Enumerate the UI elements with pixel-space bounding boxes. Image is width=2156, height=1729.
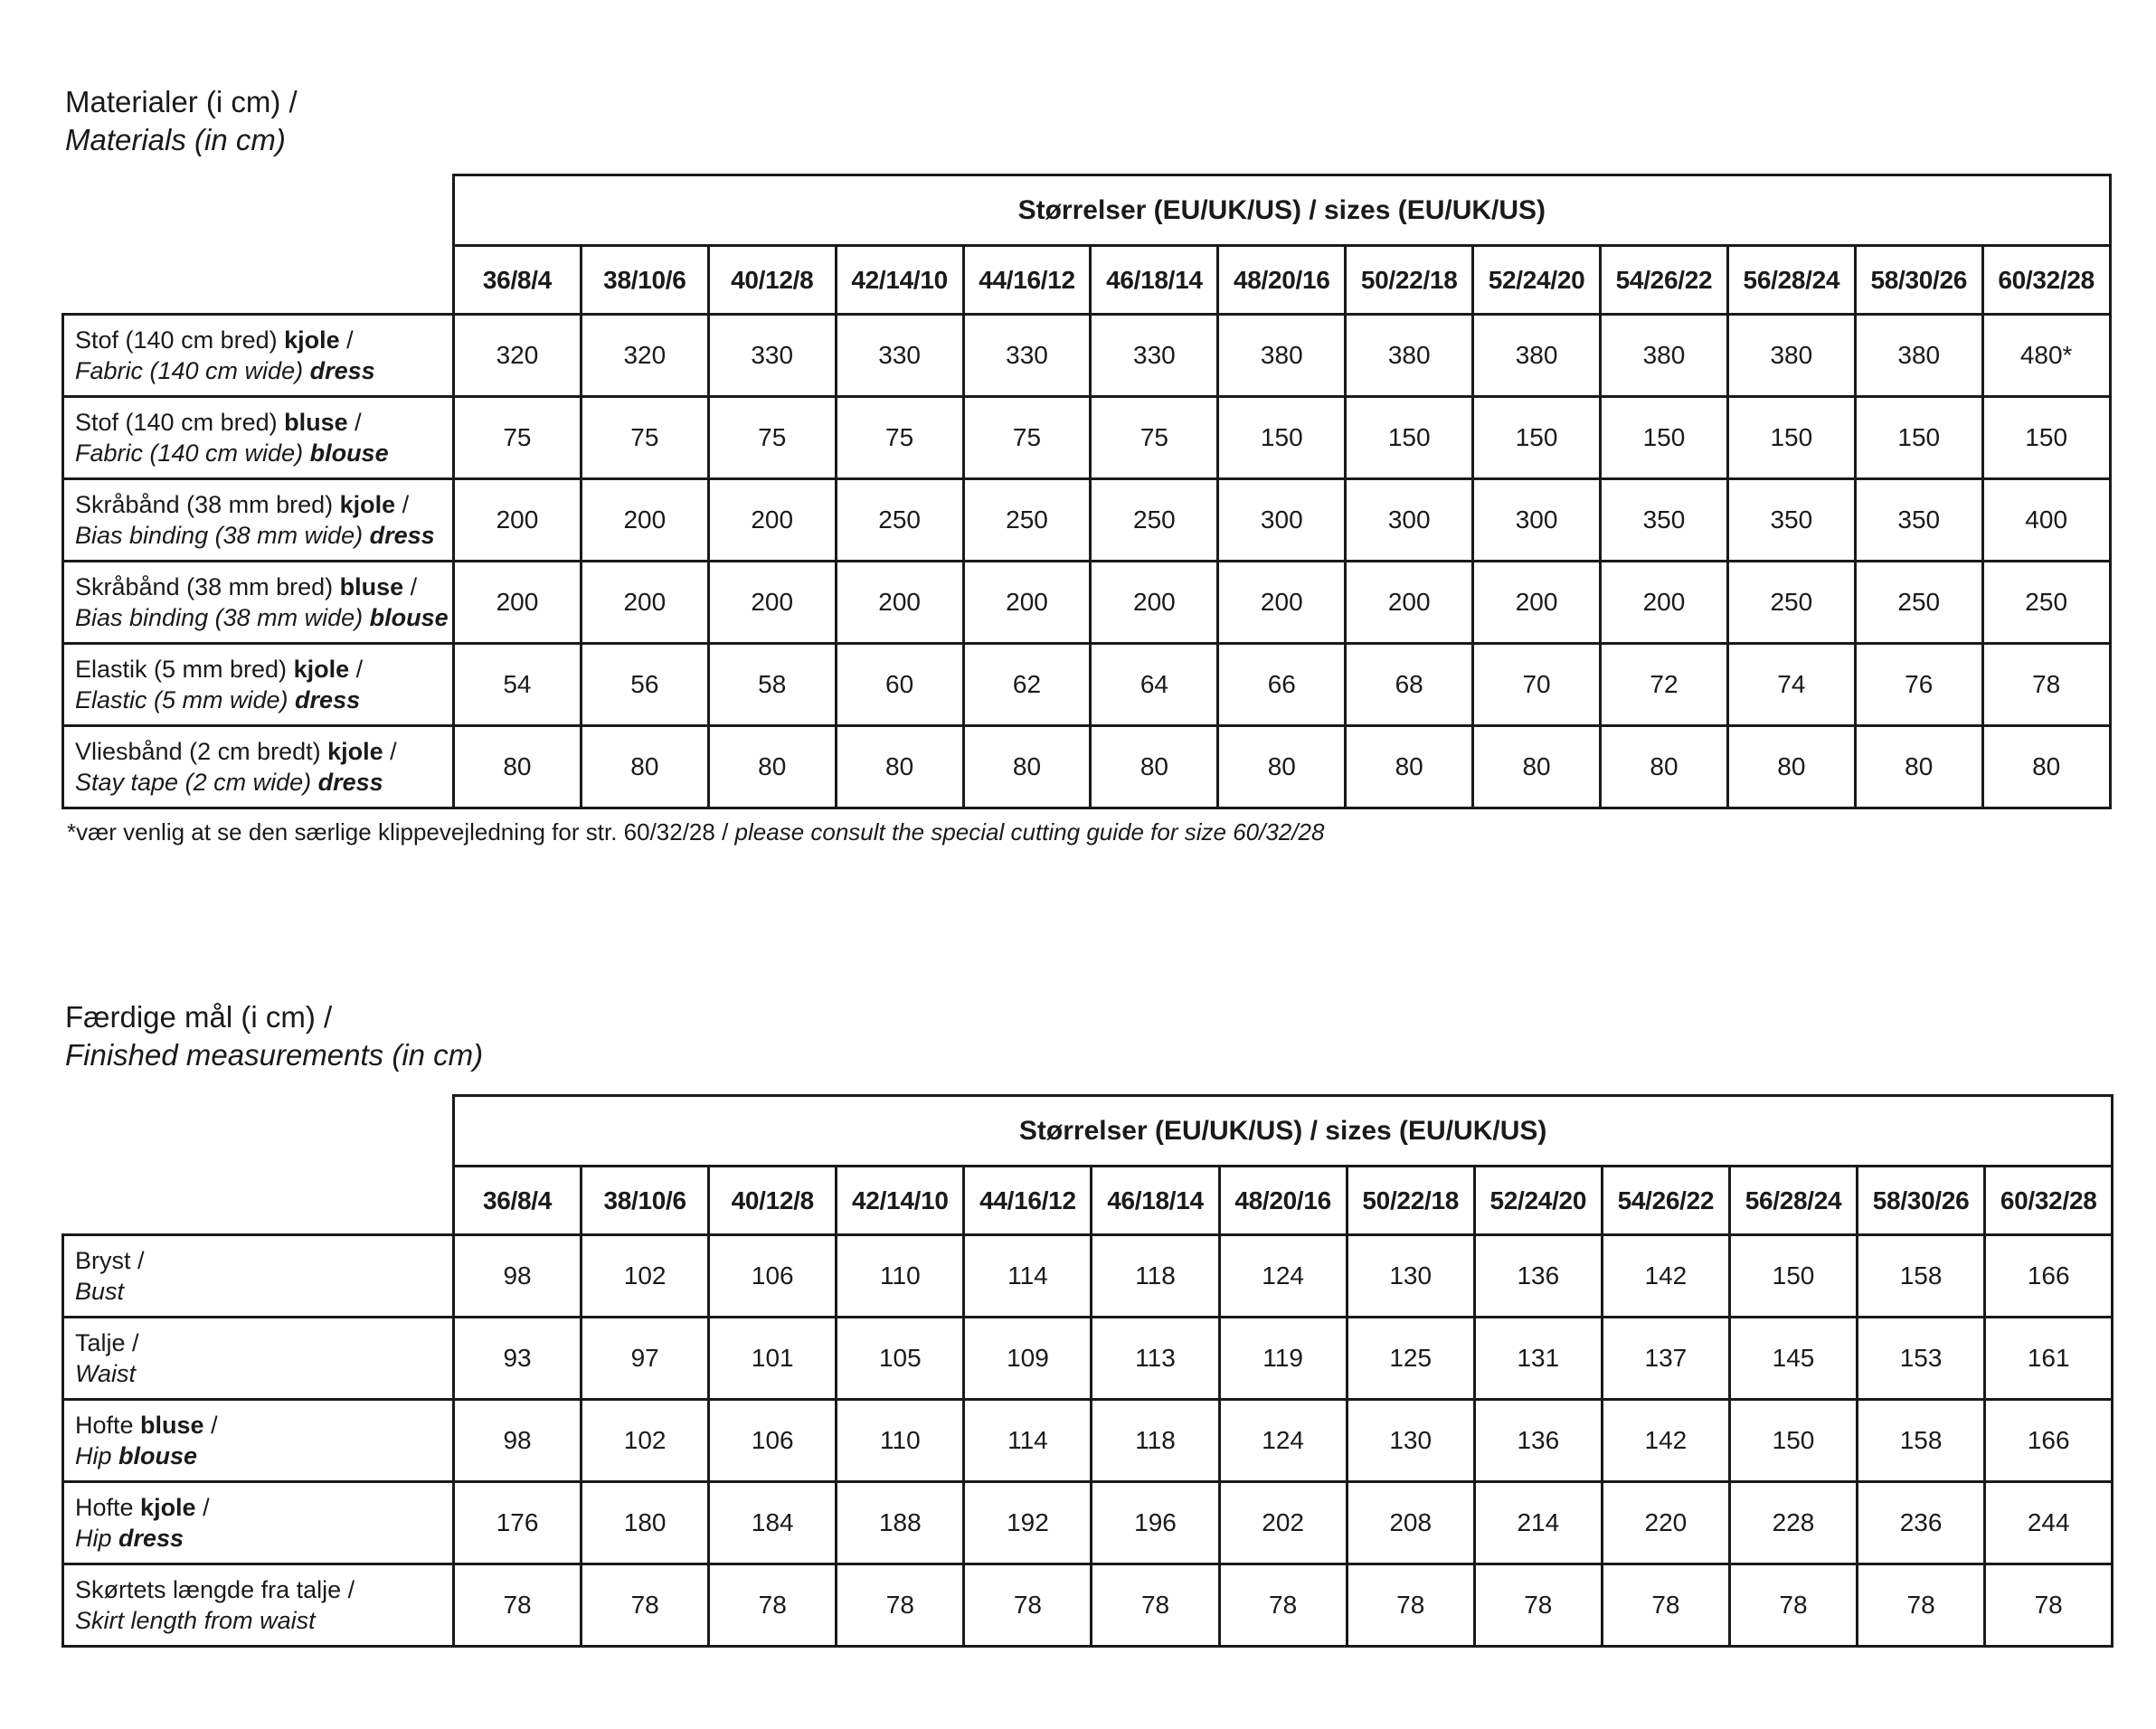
size-column-header: 46/18/14 (1092, 1167, 1219, 1235)
table-cell: 78 (1985, 1564, 2113, 1647)
row-label (63, 315, 454, 397)
table-cell: 150 (1473, 397, 1601, 479)
row-label-da: Stof (140 cm bred) kjole / (75, 326, 354, 354)
table-cell: 200 (836, 562, 963, 644)
table-cell: 80 (1218, 726, 1346, 808)
row-label (63, 1564, 454, 1647)
finished-title (65, 998, 483, 1074)
table-cell: 380 (1855, 315, 1982, 397)
table-cell: 250 (836, 479, 963, 562)
size-column-header: 50/22/18 (1347, 1167, 1474, 1235)
table-cell: 98 (454, 1235, 582, 1318)
table-cell: 78 (1729, 1564, 1857, 1647)
table-cell: 142 (1602, 1400, 1729, 1482)
row-label (63, 1318, 454, 1400)
size-column-header: 52/24/20 (1474, 1167, 1602, 1235)
table-cell: 124 (1219, 1235, 1347, 1318)
row-label (63, 1400, 454, 1482)
size-column-header: 42/14/10 (837, 1167, 964, 1235)
table-cell: 109 (964, 1318, 1092, 1400)
table-cell: 250 (1727, 562, 1855, 644)
materials-footnote (67, 818, 1324, 846)
table-row (63, 479, 2111, 562)
table-cell: 136 (1474, 1235, 1602, 1318)
table-cell: 200 (581, 562, 708, 644)
table-cell: 60 (836, 644, 963, 726)
table-cell: 80 (1727, 726, 1855, 808)
table-cell: 130 (1347, 1400, 1474, 1482)
table-cell: 158 (1858, 1235, 1985, 1318)
table-cell: 106 (709, 1235, 837, 1318)
table-cell: 380 (1727, 315, 1855, 397)
materials-title-da: Materialer (i cm) / (65, 85, 298, 118)
row-label-en: Fabric (140 cm wide) dress (75, 357, 375, 384)
table-cell: 200 (1473, 562, 1601, 644)
size-column-header: 36/8/4 (454, 1167, 582, 1235)
table-row (63, 315, 2111, 397)
table-cell: 200 (1218, 562, 1346, 644)
table-cell: 320 (581, 315, 708, 397)
row-label-en: Hip blouse (75, 1442, 198, 1469)
table-cell: 150 (1218, 397, 1346, 479)
size-column-header: 54/26/22 (1601, 246, 1728, 315)
size-column-header: 60/32/28 (1982, 246, 2110, 315)
table-cell: 78 (709, 1564, 837, 1647)
table-cell: 380 (1218, 315, 1346, 397)
table-cell: 200 (963, 562, 1091, 644)
table-cell: 300 (1346, 479, 1473, 562)
table-cell: 145 (1729, 1318, 1857, 1400)
table-row (63, 397, 2111, 479)
table-cell: 184 (709, 1482, 837, 1564)
table-cell: 250 (1091, 479, 1218, 562)
materials-title (65, 83, 298, 159)
table-row (63, 562, 2111, 644)
table-row (63, 726, 2111, 808)
table-cell: 192 (964, 1482, 1092, 1564)
size-column-header: 58/30/26 (1855, 246, 1982, 315)
table-cell: 330 (963, 315, 1091, 397)
table-cell: 75 (581, 397, 708, 479)
table-cell: 78 (837, 1564, 964, 1647)
table-cell: 200 (708, 479, 836, 562)
table-cell: 124 (1219, 1400, 1347, 1482)
table-cell: 78 (582, 1564, 709, 1647)
table-cell: 80 (963, 726, 1091, 808)
size-column-header: 54/26/22 (1602, 1167, 1729, 1235)
table-cell: 137 (1602, 1318, 1729, 1400)
table-cell: 56 (581, 644, 708, 726)
size-column-header: 48/20/16 (1218, 246, 1346, 315)
table-cell: 78 (1219, 1564, 1347, 1647)
materials-table (61, 174, 2112, 809)
size-column-header: 52/24/20 (1473, 246, 1601, 315)
row-label-en: Elastic (5 mm wide) dress (75, 686, 361, 713)
table-cell: 119 (1219, 1318, 1347, 1400)
table-cell: 78 (1982, 644, 2110, 726)
table-row (63, 1235, 2113, 1318)
table-cell: 150 (1729, 1235, 1857, 1318)
table-cell: 64 (1091, 644, 1218, 726)
size-column-header: 56/28/24 (1729, 1167, 1857, 1235)
table-cell: 80 (836, 726, 963, 808)
table-cell: 244 (1985, 1482, 2113, 1564)
table-cell: 62 (963, 644, 1091, 726)
table-cell: 142 (1602, 1235, 1729, 1318)
table-cell: 78 (964, 1564, 1092, 1647)
table-cell: 200 (1601, 562, 1728, 644)
table-row (63, 1482, 2113, 1564)
table-cell: 236 (1858, 1482, 1985, 1564)
table-cell: 66 (1218, 644, 1346, 726)
table-cell: 97 (582, 1318, 709, 1400)
size-column-header: 38/10/6 (582, 1167, 709, 1235)
table-cell: 380 (1473, 315, 1601, 397)
table-cell: 75 (836, 397, 963, 479)
table-cell: 200 (1346, 562, 1473, 644)
row-label-en: Bias binding (38 mm wide) blouse (75, 604, 449, 631)
blank-corner (63, 175, 454, 246)
table-cell: 110 (837, 1235, 964, 1318)
table-cell: 130 (1347, 1235, 1474, 1318)
table-cell: 196 (1092, 1482, 1219, 1564)
finished-table (61, 1094, 2113, 1648)
row-label (63, 397, 454, 479)
table-cell: 78 (1092, 1564, 1219, 1647)
table-cell: 200 (581, 479, 708, 562)
size-column-header: 40/12/8 (708, 246, 836, 315)
table-cell: 228 (1729, 1482, 1857, 1564)
row-label-en: Bust (75, 1278, 125, 1305)
table-cell: 250 (1855, 562, 1982, 644)
blank-corner (63, 1167, 454, 1235)
table-cell: 78 (1347, 1564, 1474, 1647)
row-label-en: Stay tape (2 cm wide) dress (75, 769, 383, 796)
finished-title-da: Færdige mål (i cm) / (65, 1000, 333, 1034)
table-cell: 200 (454, 562, 582, 644)
table-cell: 78 (454, 1564, 582, 1647)
table-cell: 78 (1858, 1564, 1985, 1647)
table-cell: 80 (1473, 726, 1601, 808)
table-row (63, 644, 2111, 726)
table-cell: 75 (1091, 397, 1218, 479)
table-cell: 380 (1346, 315, 1473, 397)
size-column-header: 50/22/18 (1346, 246, 1473, 315)
row-label (63, 479, 454, 562)
row-label (63, 562, 454, 644)
table-cell: 105 (837, 1318, 964, 1400)
table-cell: 214 (1474, 1482, 1602, 1564)
table-cell: 118 (1092, 1400, 1219, 1482)
table-cell: 114 (964, 1235, 1092, 1318)
table-cell: 80 (1346, 726, 1473, 808)
table-cell: 80 (581, 726, 708, 808)
size-column-header: 58/30/26 (1858, 1167, 1985, 1235)
row-label-da: Vliesbånd (2 cm bredt) kjole / (75, 738, 397, 765)
table-cell: 136 (1474, 1400, 1602, 1482)
size-column-header: 44/16/12 (963, 246, 1091, 315)
table-cell: 330 (836, 315, 963, 397)
table-cell: 200 (708, 562, 836, 644)
table-cell: 93 (454, 1318, 582, 1400)
size-column-header: 44/16/12 (964, 1167, 1092, 1235)
table-cell: 202 (1219, 1482, 1347, 1564)
table-cell: 176 (454, 1482, 582, 1564)
materials-title-en: Materials (in cm) (65, 123, 286, 156)
table-cell: 220 (1602, 1482, 1729, 1564)
row-label-en: Skirt length from waist (75, 1607, 316, 1634)
row-label-da: Hofte kjole / (75, 1494, 210, 1521)
table-cell: 74 (1727, 644, 1855, 726)
row-label-en: Fabric (140 cm wide) blouse (75, 439, 389, 467)
table-cell: 480* (1982, 315, 2110, 397)
table-cell: 113 (1092, 1318, 1219, 1400)
finished-title-en: Finished measurements (in cm) (65, 1038, 484, 1072)
row-label (63, 1482, 454, 1564)
row-label-da: Skråbånd (38 mm bred) bluse / (75, 573, 418, 600)
row-label (63, 1235, 454, 1318)
table-row (63, 1564, 2113, 1647)
size-column-header: 36/8/4 (454, 246, 582, 315)
size-column-header: 48/20/16 (1219, 1167, 1347, 1235)
table-cell: 250 (1982, 562, 2110, 644)
table-cell: 300 (1473, 479, 1601, 562)
blank-corner (63, 246, 454, 315)
table-cell: 76 (1855, 644, 1982, 726)
table-cell: 68 (1346, 644, 1473, 726)
size-column-header: 38/10/6 (581, 246, 708, 315)
table-cell: 70 (1473, 644, 1601, 726)
row-label-da: Skråbånd (38 mm bred) kjole / (75, 491, 410, 518)
table-cell: 75 (708, 397, 836, 479)
table-cell: 110 (837, 1400, 964, 1482)
sizes-header: Størrelser (EU/UK/US) / sizes (EU/UK/US) (454, 175, 2111, 246)
table-row (63, 1400, 2113, 1482)
size-column-header: 56/28/24 (1727, 246, 1855, 315)
table-cell: 153 (1858, 1318, 1985, 1400)
row-label (63, 726, 454, 808)
table-cell: 98 (454, 1400, 582, 1482)
table-cell: 78 (1474, 1564, 1602, 1647)
table-cell: 350 (1855, 479, 1982, 562)
table-cell: 200 (1091, 562, 1218, 644)
table-cell: 150 (1346, 397, 1473, 479)
sizes-header: Størrelser (EU/UK/US) / sizes (EU/UK/US) (454, 1096, 2113, 1167)
table-cell: 78 (1602, 1564, 1729, 1647)
row-label-da: Skørtets længde fra talje / (75, 1576, 355, 1603)
table-cell: 80 (454, 726, 582, 808)
row-label-da: Bryst / (75, 1247, 145, 1274)
table-cell: 75 (454, 397, 582, 479)
table-cell: 208 (1347, 1482, 1474, 1564)
table-cell: 300 (1218, 479, 1346, 562)
table-cell: 80 (1091, 726, 1218, 808)
table-cell: 180 (582, 1482, 709, 1564)
table-cell: 80 (1855, 726, 1982, 808)
row-label-da: Hofte bluse / (75, 1412, 218, 1439)
size-column-header: 60/32/28 (1985, 1167, 2113, 1235)
table-cell: 380 (1601, 315, 1728, 397)
table-cell: 72 (1601, 644, 1728, 726)
blank-corner (63, 1096, 454, 1167)
table-cell: 400 (1982, 479, 2110, 562)
table-cell: 150 (1729, 1400, 1857, 1482)
table-cell: 125 (1347, 1318, 1474, 1400)
table-cell: 54 (454, 644, 582, 726)
table-cell: 200 (454, 479, 582, 562)
row-label-da: Talje / (75, 1329, 139, 1356)
table-cell: 350 (1601, 479, 1728, 562)
table-cell: 118 (1092, 1235, 1219, 1318)
table-cell: 58 (708, 644, 836, 726)
row-label-en: Hip dress (75, 1525, 184, 1552)
table-cell: 158 (1858, 1400, 1985, 1482)
table-cell: 330 (1091, 315, 1218, 397)
table-cell: 102 (582, 1235, 709, 1318)
table-cell: 150 (1855, 397, 1982, 479)
footnote-da: *vær venlig at se den særlige klippevejledning for str. 60/32/28 / (67, 818, 735, 846)
row-label-da: Elastik (5 mm bred) kjole / (75, 656, 364, 683)
table-cell: 150 (1601, 397, 1728, 479)
table-cell: 102 (582, 1400, 709, 1482)
table-cell: 101 (709, 1318, 837, 1400)
table-cell: 330 (708, 315, 836, 397)
table-cell: 80 (1601, 726, 1728, 808)
table-cell: 188 (837, 1482, 964, 1564)
row-label-en: Waist (75, 1360, 137, 1387)
table-cell: 75 (963, 397, 1091, 479)
table-cell: 80 (1982, 726, 2110, 808)
table-cell: 150 (1727, 397, 1855, 479)
table-cell: 106 (709, 1400, 837, 1482)
size-column-header: 40/12/8 (709, 1167, 837, 1235)
footnote-en: please consult the special cutting guide for size 60/32/28 (734, 818, 1325, 846)
table-cell: 114 (964, 1400, 1092, 1482)
table-cell: 150 (1982, 397, 2110, 479)
table-cell: 350 (1727, 479, 1855, 562)
table-cell: 166 (1985, 1235, 2113, 1318)
size-column-header: 42/14/10 (836, 246, 963, 315)
table-row (63, 1318, 2113, 1400)
table-cell: 80 (708, 726, 836, 808)
size-column-header: 46/18/14 (1091, 246, 1218, 315)
row-label-en: Bias binding (38 mm wide) dress (75, 522, 435, 549)
table-cell: 131 (1474, 1318, 1602, 1400)
table-cell: 166 (1985, 1400, 2113, 1482)
row-label-da: Stof (140 cm bred) bluse / (75, 409, 362, 436)
table-cell: 320 (454, 315, 582, 397)
table-cell: 161 (1985, 1318, 2113, 1400)
row-label (63, 644, 454, 726)
table-cell: 250 (963, 479, 1091, 562)
